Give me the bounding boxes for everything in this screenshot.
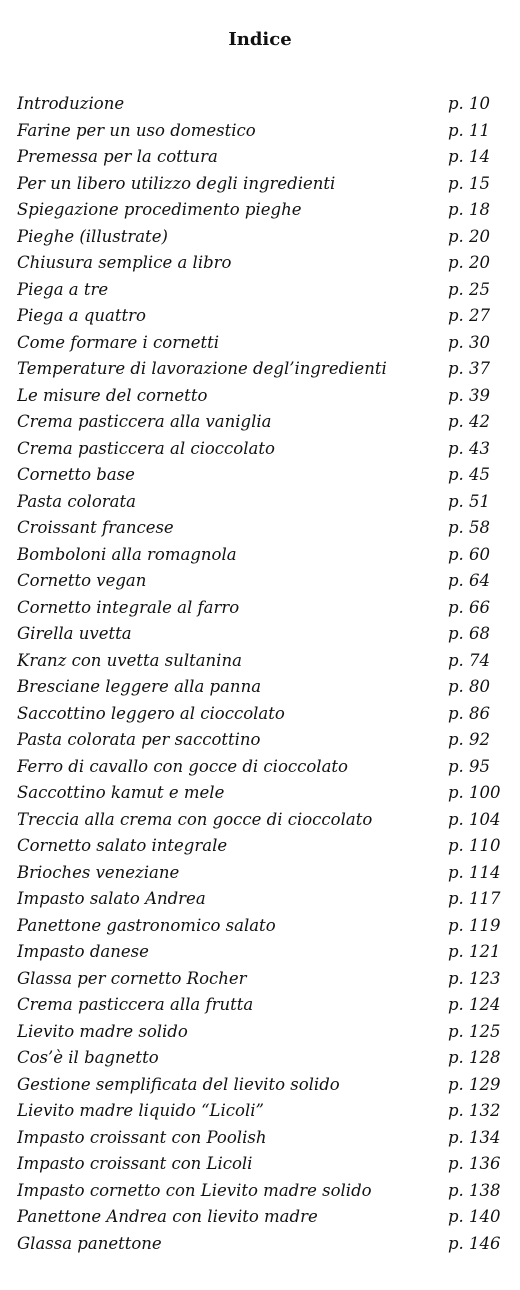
toc-entry-title: Saccottino kamut e mele [17, 783, 225, 802]
toc-entry-title: Saccottino leggero al cioccolato [17, 703, 285, 723]
toc-entry-page: p. 60 [448, 544, 491, 564]
toc-entry-page: p. 125 [448, 1021, 501, 1041]
toc-entry-title: Lievito madre liquido “Licoli” [17, 1101, 264, 1120]
toc-entry [17, 542, 512, 569]
toc-entry-title: Glassa per cornetto Rocher [17, 968, 247, 988]
toc-entry-page: p. 27 [448, 306, 491, 325]
toc-entry-title: Impasto cornetto con Lievito madre solido [17, 1180, 372, 1200]
toc-entry-page: p. 68 [448, 624, 491, 643]
toc-entry-page: p. 18 [448, 200, 491, 219]
toc-entry-title: Piega a quattro [17, 306, 146, 325]
toc-entry [17, 197, 512, 224]
toc-entry-title: Crema pasticcera alla frutta [17, 995, 254, 1014]
toc-entry [17, 91, 512, 118]
toc-entry-page: p. 74 [448, 650, 491, 670]
toc-entry-page: p. 128 [448, 1048, 501, 1067]
toc-entry-page: p. 43 [448, 438, 491, 458]
toc-entry [17, 1231, 512, 1258]
toc-entry-page: p. 138 [448, 1180, 501, 1200]
toc-entry-page: p. 45 [448, 465, 491, 484]
toc-entry-title: Bomboloni alla romagnola [17, 544, 237, 564]
toc-entry-title: Pasta colorata [17, 491, 136, 511]
toc-entry-title: Ferro di cavallo con gocce di cioccolato [17, 756, 348, 776]
toc-entry-title: Impasto croissant con Poolish [17, 1127, 267, 1147]
toc-entry-title: Piega a tre [17, 279, 109, 299]
toc-entry-page: p. 100 [448, 783, 501, 802]
toc-entry-title: Pieghe (illustrate) [17, 226, 168, 246]
toc-entry-page: p. 66 [448, 597, 491, 617]
toc-entry-title: Croissant francese [17, 518, 174, 537]
toc-entry-page: p. 92 [448, 730, 491, 749]
toc-entry-page: p. 121 [448, 942, 501, 961]
toc-entry-page: p. 95 [448, 756, 491, 776]
toc-entry-title: Cos’è il bagnetto [17, 1048, 159, 1067]
toc-entry-page: p. 110 [448, 836, 501, 855]
toc-entry-title: Come formare i cornetti [17, 332, 220, 352]
toc-entry-page: p. 129 [448, 1074, 501, 1094]
toc-entry-title: Cornetto base [17, 465, 135, 484]
toc-entry-title: Chiusura semplice a libro [17, 253, 232, 272]
toc-entry-title: Impasto danese [17, 942, 149, 961]
toc-entry-title: Brioches veneziane [17, 862, 180, 882]
toc-entry-title: Lievito madre solido [17, 1021, 188, 1041]
toc-entry [17, 621, 512, 648]
toc-entry [17, 118, 512, 145]
toc-entry-page: p. 104 [448, 809, 501, 829]
toc-entry [17, 1098, 512, 1125]
toc-entry [17, 727, 512, 754]
toc-entry-page: p. 15 [448, 173, 491, 193]
toc-entry [17, 966, 512, 993]
toc-entry [17, 144, 512, 171]
toc-entry-page: p. 58 [448, 518, 491, 537]
toc-entry-page: p. 114 [448, 862, 501, 882]
toc-entry-title: Temperature di lavorazione degl’ingredienti [17, 359, 387, 378]
page-title: Indice [228, 29, 292, 50]
toc-entry-page: p. 11 [448, 120, 491, 140]
toc-entry [17, 860, 512, 887]
toc-entry [17, 1045, 512, 1072]
toc-entry-page: p. 10 [448, 94, 491, 113]
toc-entry [17, 383, 512, 410]
toc-entry-title: Panettone Andrea con lievito madre [17, 1207, 318, 1226]
toc-entry-title: Treccia alla crema con gocce di cioccolato [17, 809, 373, 829]
toc-entry-page: p. 42 [448, 412, 491, 431]
toc-entry-page: p. 123 [448, 968, 501, 988]
toc-entry [17, 913, 512, 940]
toc-entry [17, 436, 512, 463]
toc-entry [17, 250, 512, 277]
toc-entry-page: p. 146 [448, 1233, 501, 1253]
toc-entry-title: Impasto croissant con Licoli [17, 1154, 253, 1173]
toc-entry-title: Panettone gastronomico salato [17, 915, 276, 935]
toc-entry-title: Glassa panettone [17, 1233, 162, 1253]
toc-entry-page: p. 119 [448, 915, 501, 935]
toc-entry-page: p. 134 [448, 1127, 501, 1147]
toc-entry-page: p. 20 [448, 253, 491, 272]
toc-entry [17, 1151, 512, 1178]
toc-entry-page: p. 51 [448, 491, 491, 511]
toc-entry-page: p. 64 [448, 571, 491, 590]
toc-entry [17, 648, 512, 675]
toc-entry [17, 489, 512, 516]
toc-entry-title: Crema pasticcera alla vaniglia [17, 412, 272, 431]
toc-entry-title: Kranz con uvetta sultanina [17, 650, 242, 670]
toc-entry-page: p. 39 [448, 385, 491, 405]
toc-entry-title: Cornetto vegan [17, 571, 147, 590]
toc-entry-page: p. 25 [448, 279, 491, 299]
toc-entry [17, 754, 512, 781]
toc-entry [17, 515, 512, 542]
toc-entry-page: p. 140 [448, 1207, 501, 1226]
toc-entry-title: Cornetto salato integrale [17, 836, 228, 855]
toc-entry [17, 701, 512, 728]
toc-entry [17, 780, 512, 807]
toc-entry [17, 833, 512, 860]
toc-entry [17, 886, 512, 913]
toc-entry-title: Crema pasticcera al cioccolato [17, 438, 275, 458]
table-of-contents [17, 91, 512, 1257]
toc-entry-title: Introduzione [17, 94, 125, 113]
toc-entry [17, 171, 512, 198]
toc-entry [17, 674, 512, 701]
toc-entry [17, 356, 512, 383]
toc-entry-title: Farine per un uso domestico [17, 120, 256, 140]
toc-entry [17, 462, 512, 489]
toc-entry-title: Impasto salato Andrea [17, 889, 206, 908]
toc-entry [17, 330, 512, 357]
toc-entry [17, 1204, 512, 1231]
toc-entry-title: Pasta colorata per saccottino [17, 730, 261, 749]
toc-entry [17, 409, 512, 436]
toc-entry [17, 303, 512, 330]
toc-entry [17, 1019, 512, 1046]
toc-entry [17, 277, 512, 304]
toc-entry [17, 224, 512, 251]
toc-entry [17, 1178, 512, 1205]
toc-entry-title: Gestione semplificata del lievito solido [17, 1074, 340, 1094]
toc-entry-page: p. 132 [448, 1101, 501, 1120]
toc-entry [17, 1072, 512, 1099]
toc-entry [17, 992, 512, 1019]
toc-entry-page: p. 20 [448, 226, 491, 246]
toc-entry-page: p. 124 [448, 995, 501, 1014]
toc-entry-title: Girella uvetta [17, 624, 132, 643]
toc-entry [17, 807, 512, 834]
toc-entry [17, 568, 512, 595]
toc-entry-title: Le misure del cornetto [17, 385, 208, 405]
toc-entry [17, 595, 512, 622]
toc-entry-page: p. 30 [448, 332, 491, 352]
toc-entry-title: Cornetto integrale al farro [17, 597, 240, 617]
toc-entry [17, 1125, 512, 1152]
toc-entry-title: Spiegazione procedimento pieghe [17, 200, 302, 219]
toc-entry-page: p. 14 [448, 147, 491, 166]
toc-entry-page: p. 86 [448, 703, 491, 723]
toc-entry-page: p. 136 [448, 1154, 501, 1173]
toc-entry [17, 939, 512, 966]
toc-entry-title: Premessa per la cottura [17, 147, 218, 166]
toc-entry-page: p. 117 [448, 889, 501, 908]
toc-entry-title: Bresciane leggere alla panna [17, 677, 262, 696]
toc-entry-title: Per un libero utilizzo degli ingredienti [17, 173, 336, 193]
toc-entry-page: p. 80 [448, 677, 491, 696]
toc-entry-page: p. 37 [448, 359, 491, 378]
